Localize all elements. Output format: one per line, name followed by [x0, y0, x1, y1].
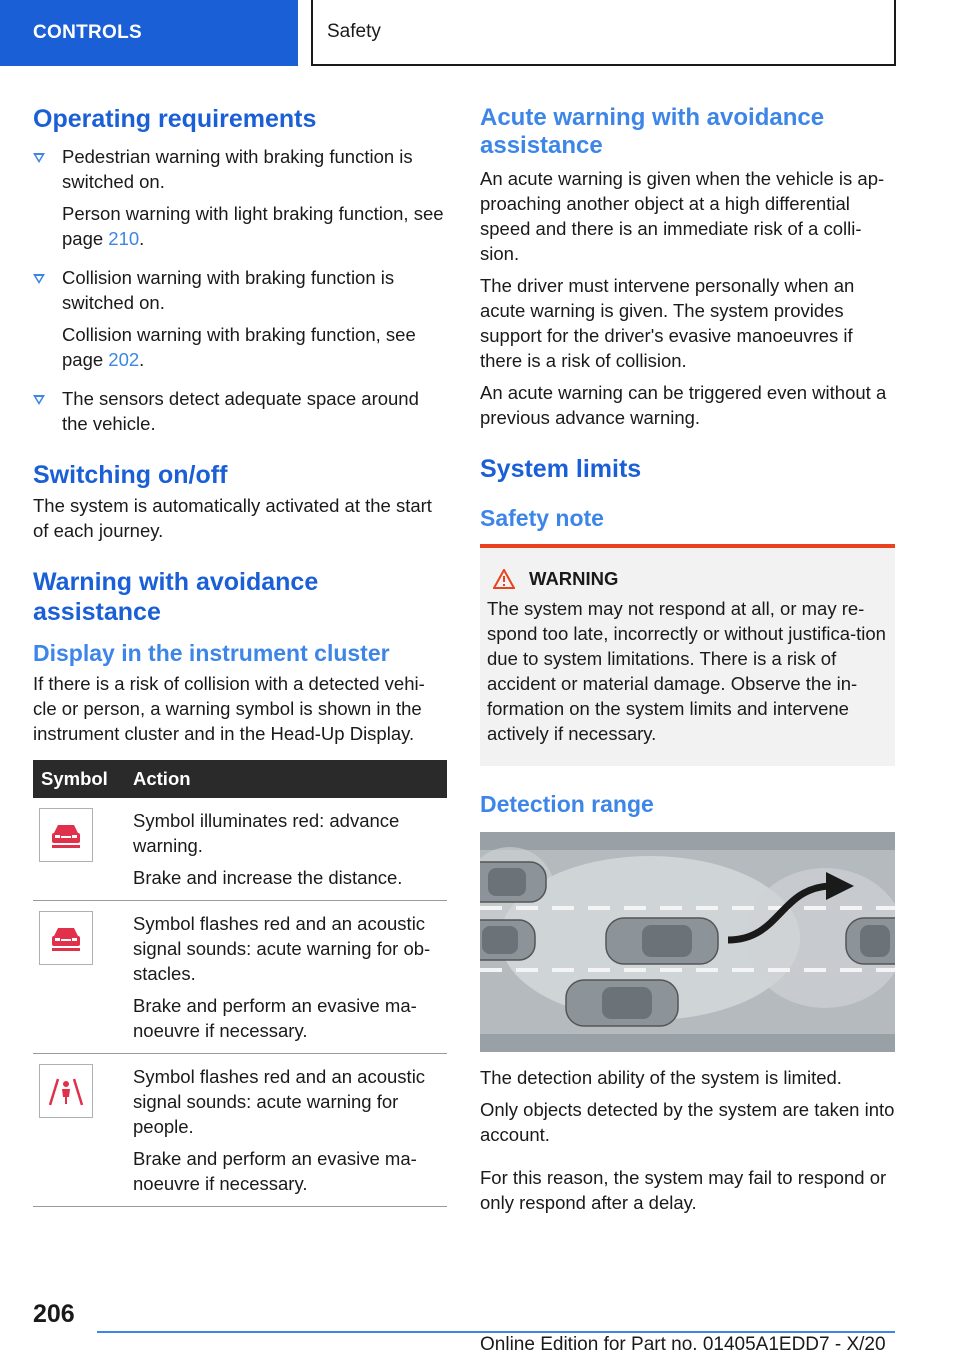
- display-heading: Display in the instrument cluster: [33, 640, 390, 666]
- warning-header: [487, 568, 888, 590]
- list-item: [33, 386, 447, 436]
- warning-avoidance-heading: Warning with avoidance assistance: [33, 568, 319, 626]
- switching-heading: Switching on/off: [33, 461, 228, 489]
- detection-paragraph: The detection ability of the system is limited.: [480, 1067, 842, 1088]
- detection-paragraph: Only objects detected by the system are taken into account.: [480, 1099, 895, 1145]
- car-icon: [480, 862, 546, 902]
- acute-paragraph: An acute warning is given when the vehicle is ap-proaching another object at a high differential speed and there is an immediate risk of a colli-sion.: [480, 168, 885, 264]
- car-icon: [846, 918, 895, 964]
- edition-text: Online Edition for Part no. 01405A1EDD7 - X/20: [480, 1334, 886, 1355]
- page-number: 206: [33, 1300, 75, 1328]
- action-column-header: Action: [125, 760, 447, 798]
- acute-warning-heading: Acute warning with avoidance assistance: [480, 104, 825, 159]
- page-link-202[interactable]: 202: [108, 349, 140, 370]
- action-text: Symbol flashes red and an acoustic signal sounds: acute warning for people.: [133, 1066, 426, 1137]
- requirement-reference: Collision warning with braking function, see page 202.: [62, 324, 416, 370]
- bullet-triangle-icon: [33, 274, 45, 284]
- page-header: [0, 0, 960, 66]
- requirements-list: [33, 144, 447, 436]
- action-text: Brake and perform an evasive ma-noeuvre if necessary.: [133, 1148, 417, 1194]
- action-text: Brake and perform an evasive ma-noeuvre if necessary.: [133, 995, 417, 1041]
- left-column: [33, 100, 447, 1207]
- detection-paragraph: For this reason, the system may fail to respond or only respond after a delay.: [480, 1167, 887, 1213]
- page-footer: [0, 1290, 960, 1362]
- car-icon: [606, 918, 718, 964]
- operating-requirements-heading: Operating requirements: [33, 105, 317, 133]
- acute-paragraph: An acute warning can be triggered even without a previous advance warning.: [480, 382, 887, 428]
- car-icon: [480, 920, 535, 960]
- table-row: [33, 1054, 447, 1207]
- detection-range-heading: Detection range: [480, 791, 654, 817]
- display-text: If there is a risk of collision with a detected vehi-cle or person, a warning symbol is shown in the instrument cluster and in the Head-Up Display.: [33, 673, 425, 744]
- switching-text: The system is automatically activated at the start of each journey.: [33, 495, 432, 541]
- car-warning-icon: [39, 808, 93, 862]
- list-item: [33, 265, 447, 372]
- detection-range-illustration: [480, 832, 895, 1052]
- warning-text: The system may not respond at all, or may re-spond too late, incorrectly or without justifica-tion due to system limitations. There is a risk of accident or material damage. Observe the in-formation on the system limits and intervene actively if necessary.: [487, 598, 886, 744]
- requirement-text: Pedestrian warning with braking function is switched on.: [62, 146, 413, 192]
- section-tab[interactable]: CONTROLS: [0, 0, 298, 66]
- chapter-tab[interactable]: Safety: [311, 0, 896, 66]
- system-limits-heading: System limits: [480, 455, 642, 483]
- requirement-reference: Person warning with light braking function, see page 210.: [62, 203, 444, 249]
- safety-note-heading: Safety note: [480, 505, 604, 531]
- car-icon: [566, 980, 678, 1026]
- pedestrian-warning-icon: [39, 1064, 93, 1118]
- bullet-triangle-icon: [33, 153, 45, 163]
- warning-label: WARNING: [529, 568, 619, 589]
- warning-triangle-icon: [493, 569, 515, 589]
- warning-box: [480, 544, 895, 766]
- page-link-210[interactable]: 210: [108, 228, 140, 249]
- bullet-triangle-icon: [33, 395, 45, 405]
- action-text: Symbol illuminates red: advance warning.: [133, 810, 400, 856]
- requirement-text: The sensors detect adequate space around the vehicle.: [62, 388, 419, 434]
- action-text: Brake and increase the distance.: [133, 867, 403, 888]
- requirement-text: Collision warning with braking function is switched on.: [62, 267, 395, 313]
- footer-divider: [97, 1331, 895, 1333]
- car-warning-icon: [39, 911, 93, 965]
- table-row: [33, 798, 447, 901]
- symbol-column-header: Symbol: [33, 760, 125, 798]
- list-item: [33, 144, 447, 251]
- table-row: [33, 901, 447, 1054]
- action-text: Symbol flashes red and an acoustic signal sounds: acute warning for ob-stacles.: [133, 913, 431, 984]
- right-column: [480, 100, 895, 1215]
- acute-paragraph: The driver must intervene personally when an acute warning is given. The system provides support for the driver's evasive manoeuvres if there is a risk of collision.: [480, 275, 855, 371]
- symbol-table: [33, 760, 447, 1207]
